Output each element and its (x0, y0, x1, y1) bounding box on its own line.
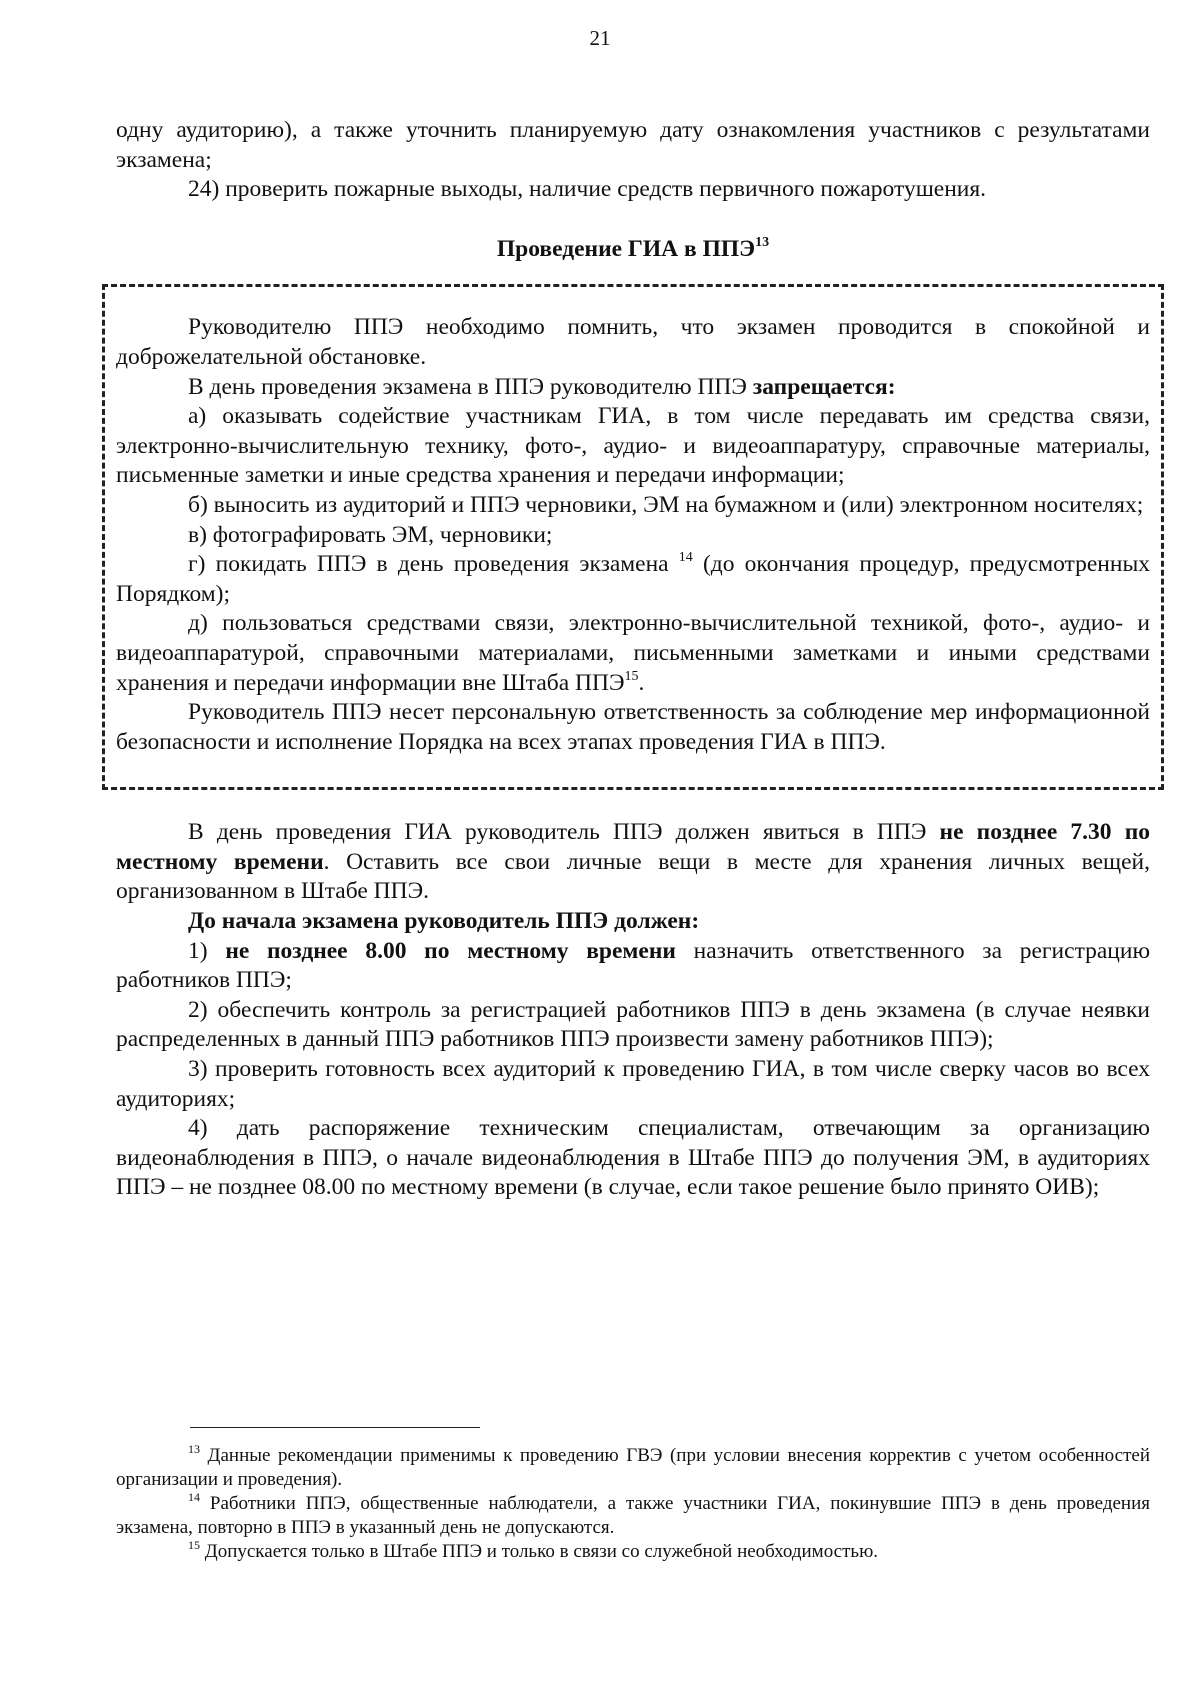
box-paragraph-prohibited (116, 373, 1150, 403)
item-d-tail: . (638, 669, 645, 696)
box-paragraph-responsibility: Руководитель ППЭ несет персональную ответственность за соблюдение мер информационной безопасности и исполнение Порядка на всех этапах проведения ГИА в ППЭ. (116, 699, 1150, 755)
item-g-lead: г) покидать ППЭ в день проведения экзамена (188, 551, 679, 578)
footnote-13-text: Данные рекомендации применимы к проведению ГВЭ (при условии внесения корректив с учетом особенностей организации и проведения). (116, 1445, 1150, 1490)
footnote-14 (116, 1492, 1150, 1540)
intro-item-24: 24) проверить пожарные выходы, наличие средств первичного пожаротушения. (188, 176, 987, 203)
footnotes (116, 1444, 1150, 1564)
before-exam-item-3: 3) проверить готовность всех аудиторий к проведению ГИА, в том числе сверку часов во всех аудиториях; (116, 1056, 1150, 1112)
box-paragraph-calm: Руководителю ППЭ необходимо помнить, что экзамен проводится в спокойной и доброжелательной обстановке. (116, 314, 1150, 370)
arrival-tail: . Оставить все свои личные вещи в месте для хранения личных вещей, организованном в Штабе ППЭ. (116, 848, 1150, 905)
footnote-15-text: Допускается только в Штабе ППЭ и только в связи со служебной необходимостью. (200, 1541, 879, 1562)
before-exam-heading-text: До начала экзамена руководитель ППЭ должен: (188, 908, 700, 935)
footnote-15 (116, 1540, 1150, 1564)
item1-tail: назначить ответственного за регистрацию работников ППЭ; (116, 937, 1151, 994)
arrival-paragraph (116, 818, 1150, 907)
page-content (116, 116, 1150, 1203)
item-d-lead: д) пользоваться средствами связи, электронно-вычислительной техникой, фото-, аудио- и видеоаппаратурой, справочными материалами, письменными заметками и иными средствами хранения и передачи информации вне Штаба ППЭ (116, 610, 1150, 696)
before-exam-item-4: 4) дать распоряжение техническим специалистам, отвечающим за организацию видеонаблюдения в ППЭ, о начале видеонаблюдения в Штабе ППЭ до получения ЭМ, в аудиториях ППЭ – не позднее 08.00 по местному времени (в случае, если такое решение было принято ОИВ); (116, 1115, 1150, 1201)
footnote-ref-13: 13 (755, 234, 770, 250)
box-item-a: а) оказывать содействие участникам ГИА, в том числе передавать им средства связи, электронно-вычислительную технику, фото-, аудио- и видеоаппаратуру, справочные материалы, письменные заметки и иные средства хранения и передачи информации; (116, 403, 1150, 489)
intro-paragraph: одну аудиторию), а также уточнить планируемую дату ознакомления участников с результатами экзамена; (116, 117, 1150, 173)
section-heading-text: Проведение ГИА в ППЭ (496, 235, 756, 262)
box-item-b: б) выносить из аудиторий и ППЭ черновики, ЭМ на бумажном и (или) электронном носителях; (188, 491, 1144, 518)
box-item-v: в) фотографировать ЭМ, черновики; (188, 521, 553, 548)
box-item-d (116, 609, 1150, 698)
footnote-ref-14: 14 (678, 550, 693, 566)
footnote-14-ref: 14 (188, 1490, 200, 1504)
footnote-13-ref: 13 (188, 1442, 200, 1456)
footnote-15-ref: 15 (188, 1538, 200, 1552)
footnote-13 (116, 1444, 1150, 1492)
prohibited-bold: запрещается: (752, 373, 896, 400)
arrival-lead: В день проведения ГИА руководитель ППЭ должен явиться в ППЭ (188, 819, 940, 846)
item1-bold: не позднее 8.00 по местному времени (225, 937, 676, 964)
box-item-g (116, 550, 1150, 609)
page-number: 21 (589, 26, 611, 50)
prohibited-lead: В день проведения экзамена в ППЭ руководителю ППЭ (188, 373, 753, 400)
footnote-ref-15: 15 (624, 668, 639, 684)
before-exam-item-1 (116, 937, 1150, 996)
restrictions-box (102, 284, 1164, 790)
footnote-14-text: Работники ППЭ, общественные наблюдатели, а также участники ГИА, покинувшие ППЭ в день проведения экзамена, повторно в ППЭ в указанный день не допускаются. (116, 1493, 1150, 1538)
item1-num: 1) (188, 937, 226, 964)
item-g-tail: (до окончания процедур, предусмотренных Порядком); (116, 551, 1150, 607)
section-heading (116, 235, 1150, 265)
footnote-divider (190, 1427, 480, 1428)
arrival-bold: не позднее 7.30 по местному времени (116, 819, 1150, 875)
before-exam-item-2: 2) обеспечить контроль за регистрацией работников ППЭ в день экзамена (в случае неявки распределенных в данный ППЭ работников ППЭ произвести замену работников ППЭ); (116, 996, 1150, 1053)
before-exam-heading (116, 907, 1150, 937)
